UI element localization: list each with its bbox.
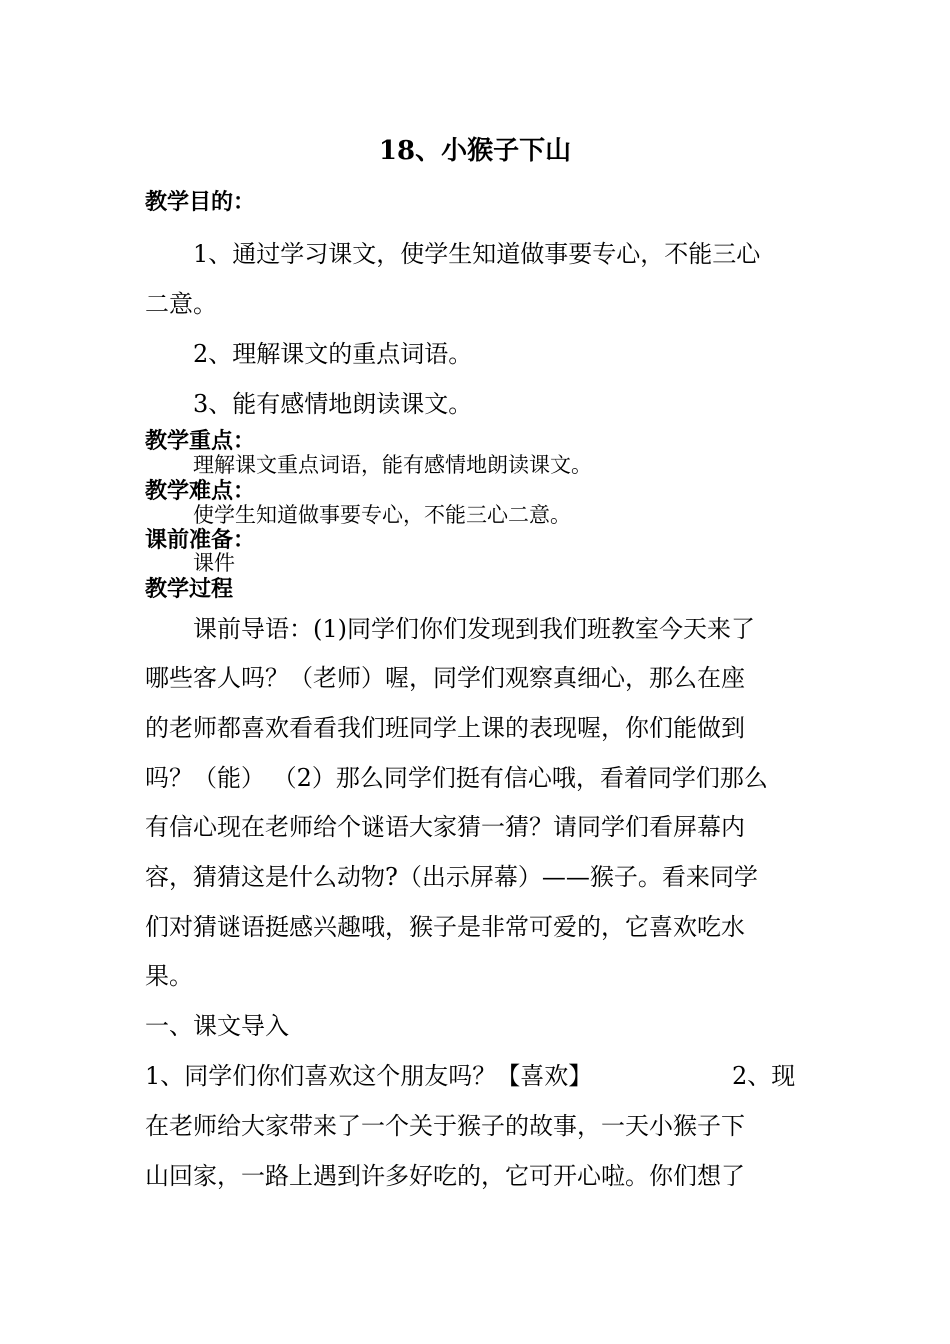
intro-line: 吗？（能） （2）那么同学们挺有信心哦，看着同学们那么	[145, 764, 768, 792]
difficulties-text: 使学生知道做事要专心，不能三心二意。	[193, 503, 571, 527]
preparation-text: 课件	[193, 551, 235, 575]
section-1-line: 山回家，一路上遇到许多好吃的，它可开心啦。你们想了	[145, 1162, 745, 1190]
preparation-heading: 课前准备：	[145, 527, 256, 553]
intro-line: 课前导语：(1)同学们你们发现到我们班教室今天来了	[193, 615, 755, 643]
objective-1-line-2: 二意。	[145, 290, 217, 318]
objective-3: 3、能有感情地朗读课文。	[193, 390, 473, 418]
intro-line: 的老师都喜欢看看我们班同学上课的表现喔，你们能做到	[145, 714, 745, 742]
section-1-line-right: 2、现	[732, 1062, 796, 1090]
section-1-line-left: 1、同学们你们喜欢这个朋友吗？【喜欢】	[145, 1062, 593, 1090]
intro-line: 容，猜猜这是什么动物?（出示屏幕）——猴子。看来同学	[145, 863, 758, 891]
objectives-heading: 教学目的：	[145, 189, 256, 215]
intro-line: 果。	[145, 962, 193, 990]
page-title: 18、小猴子下山	[378, 136, 572, 166]
key-points-text: 理解课文重点词语，能有感情地朗读课文。	[193, 453, 592, 477]
intro-line: 们对猜谜语挺感兴趣哦，猴子是非常可爱的，它喜欢吃水	[145, 913, 745, 941]
key-points-heading: 教学重点：	[145, 428, 256, 454]
difficulties-heading: 教学难点：	[145, 478, 256, 504]
intro-line: 有信心现在老师给个谜语大家猜一猜？请同学们看屏幕内	[145, 813, 745, 841]
objective-2: 2、理解课文的重点词语。	[193, 340, 473, 368]
section-1-heading: 一、课文导入	[145, 1012, 289, 1040]
objective-1-line-1: 1、通过学习课文，使学生知道做事要专心，不能三心	[193, 240, 761, 268]
process-heading: 教学过程	[145, 576, 234, 602]
intro-line: 哪些客人吗？（老师）喔，同学们观察真细心，那么在座	[145, 664, 745, 692]
section-1-line: 在老师给大家带来了一个关于猴子的故事，一天小猴子下	[145, 1112, 745, 1140]
